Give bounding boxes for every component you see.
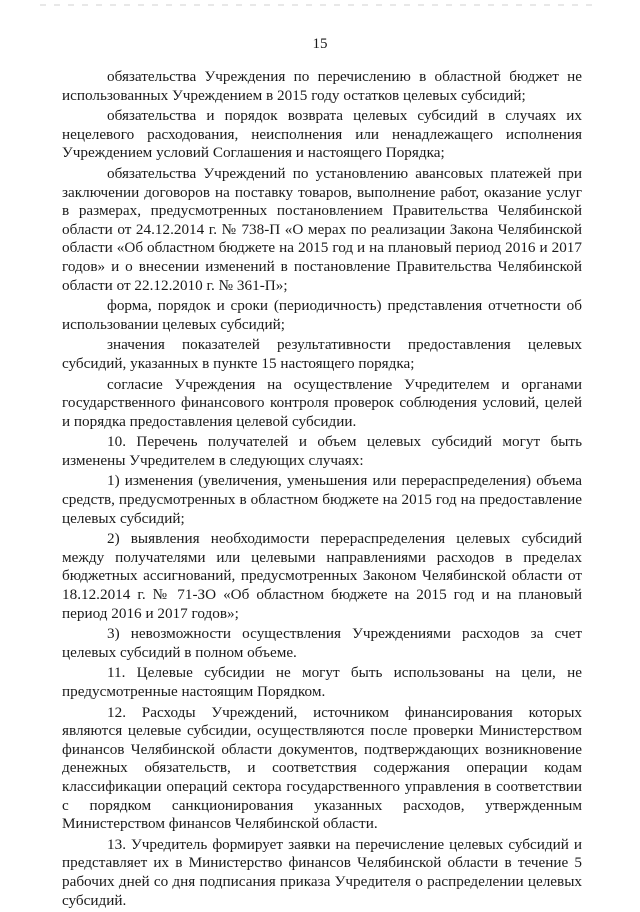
paragraph: 2) выявления необходимости перераспределения целевых субсидий между получателями или целевыми направлениями расходов в пределах бюджетных ассигнований, предусмотренных Законом Челябинской области от 18.12.2014 г. № 71-ЗО «Об областном бюджете на 2015 год и на плановый период 2016 и 2017 годов»; xyxy=(62,530,582,622)
paragraph: обязательства Учреждений по установлению авансовых платежей при заключении договоров на поставку товаров, выполнение работ, оказание услуг в размерах, предусмотренных постановлением Правительства Челябинской области от 24.12.2014 г. № 738-П «О мерах по реализации Закона Челябинской области «Об областном бюджете на 2015 год и на плановый период 2016 и 2017 годов» и о внесении изменений в постановление Правительства Челябинской области от 22.12.2010 г. № 361-П»; xyxy=(62,164,582,294)
paragraph-item-12: 12. Расходы Учреждений, источником финансирования которых являются целевые субсидии, осуществляются после проверки Министерством финансов Челябинской области документов, подтверждающих возникновение денежных обязательств, и соответствия содержания операции кодам классификации операций сектора государственного управления в соответствии с порядком санкционирования указанных расходов, утвержденным Министерством финансов Челябинской области. xyxy=(62,703,582,833)
paragraph: 3) невозможности осуществления Учреждениями расходов за счет целевых субсидий в полном объеме. xyxy=(62,625,582,661)
paragraph: значения показателей результативности предоставления целевых субсидий, указанных в пункте 15 настоящего порядка; xyxy=(62,336,582,372)
paragraph: обязательства Учреждения по перечислению в областной бюджет не использованных Учреждением в 2015 году остатков целевых субсидий; xyxy=(62,68,582,104)
document-body xyxy=(62,68,582,912)
paragraph: форма, порядок и сроки (периодичность) представления отчетности об использовании целевых субсидий; xyxy=(62,297,582,333)
paragraph-item-10: 10. Перечень получателей и объем целевых субсидий могут быть изменены Учредителем в следующих случаях: xyxy=(62,433,582,469)
paragraph-item-11: 11. Целевые субсидии не могут быть использованы на цели, не предусмотренные настоящим Порядком. xyxy=(62,664,582,700)
paragraph-item-13: 13. Учредитель формирует заявки на перечисление целевых субсидий и представляет их в Министерство финансов Челябинской области в течение 5 рабочих дней со дня подписания приказа Учредителя о распределении целевых субсидий. xyxy=(62,835,582,909)
scan-artifact-strip xyxy=(40,4,600,6)
paragraph: согласие Учреждения на осуществление Учредителем и органами государственного финансового контроля проверок соблюдения условий, целей и порядка предоставления целевой субсидии. xyxy=(62,375,582,430)
paragraph: 1) изменения (увеличения, уменьшения или перераспределения) объема средств, предусмотренных в областном бюджете на 2015 год на предоставление целевых субсидий; xyxy=(62,472,582,527)
paragraph: обязательства и порядок возврата целевых субсидий в случаях их нецелевого расходования, неисполнения или ненадлежащего исполнения Учреждением условий Соглашения и настоящего Порядка; xyxy=(62,107,582,162)
page-number: 15 xyxy=(312,36,328,52)
